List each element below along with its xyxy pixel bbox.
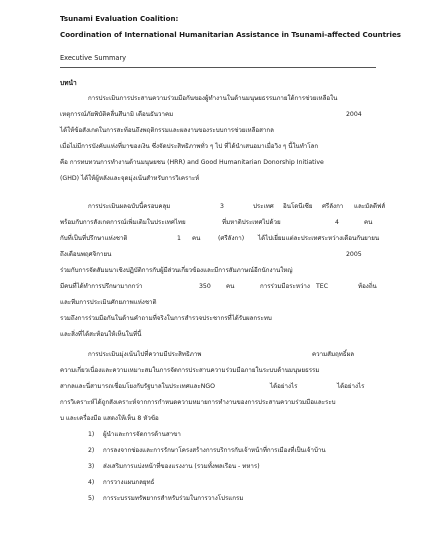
document-subtitle: Coordination of International Humanitarian Assistance in Tsunami-affected Countries [60,30,402,39]
para2-line-6-b: 350 [199,283,211,290]
para2-line-2-a: พร้อมกับการสังเกตการณ์เพิ่มเติมในประเทศไทย [60,219,186,226]
para3-line-2: ความเกี่ยวเนื่องและความเหมาะสมในการจัดการประสานความร่วมมือภายในระบบด้านมนุษยธรรม [60,367,320,374]
para2-line-2-c: 4 [335,219,339,226]
list-text: การลงจากช่องและการรักษาโครงสร้างการบริการกับเจ้าหน้าที่การเมืองที่เป็นเจ้าบ้าน [103,447,326,454]
para2-line-3-b: 1 [177,235,181,242]
para2-line-1-f: และมัลดีฟส์ [354,203,386,210]
para2-line-2-d: คน [364,219,373,226]
para3-line-3-a: สากลและนี่สามารถเชื่อมโยงกับรัฐบาลในประเทศและNGO [60,383,216,390]
para2-line-3-e: ได้ไปเยี่ยมแต่ละประเทศระหว่างเดือนกันยายน [258,235,380,242]
para2-line-3-a: กับที่เป็นที่ปรึกษาแห่งชาติ [60,235,128,242]
para2-line-2-b: ที่มหาดิประเทศไปด้วย [222,219,281,226]
para2-line-1-b: 3 [220,203,224,210]
para2-line-6-a: มีคนที่ได้ทำการปรึกษามากกว่า [60,283,143,290]
document-title: Tsunami Evaluation Coalition: [60,14,179,23]
para2-line-6-e: TEC [316,283,329,290]
para2-line-8: รวมถึงการร่วมมือกันในด้านคำถามที่จริงในการสำรวจประชากรที่ได้รับผลกระทบ [60,315,272,322]
list-number: 1) [88,431,95,438]
para3-line-3-c: ได้อย่างไร [337,383,365,390]
para2-line-4-year: 2005 [346,251,362,258]
divider [60,67,376,68]
list-number: 3) [88,463,95,470]
para1-line-2: เหตุการณ์ภัยพิบัติคลื่นสึนามิ เดือนธันวาคม [60,111,174,118]
para3-line-3-b: ได้อย่างไร [270,383,298,390]
para2-line-6-f: ท้องถิ่น [358,283,377,290]
section-label: Executive Summary [60,54,127,62]
para2-line-1-e: ศรีลังกา [322,203,344,210]
para2-line-5: ร่วมกับการจัดสัมมนาเชิงปฏิบัติการกับผู้มีส่วนเกี่ยวข้องและมีการสัมภาษณ์อีกนักงานใหญ่ [60,267,293,274]
para2-line-9: และสิ่งที่ได้สะท้อนให้เห็นในที่นี้ [60,331,142,338]
para3-line-5: บ และเครื่องมือ แสดงให้เห็น 8 หัวข้อ [60,415,159,422]
para3-line-4: การวิเคราะห์ได้ถูกสังเคราะห์จากการกำหนดความหมายการทำงานของการประสานความร่วมมือและระบ [60,399,336,406]
list-number: 2) [88,447,95,454]
para1-line-3: ได้ให้ข้อสังเกตในการสะท้อนถึงพฤติกรรมและผลงานของระบบการช่วยเหลือสากล [60,127,274,134]
para2-line-7: และทีมการประเมินศักยภาพแห่งชาติ [60,299,157,306]
para2-line-1-a: การประเมินผลฉบับนี้ครอบคลุม [88,203,171,210]
para3-line-1-b: ความสัมฤทธิ์ผล [312,351,355,358]
section-heading: บทนำ [60,79,77,87]
para2-line-3-d: (ศรีลังกา) [218,235,245,242]
para2-line-3-c: คน [192,235,201,242]
para1-line-1: การประเมินการประสานความร่วมมือกันของผู้ทำงานในด้านมนุษยธรรมภายใต้การช่วยเหลือใน [88,95,338,102]
para2-line-1-c: ประเทศ [253,203,274,210]
list-number: 5) [88,495,95,502]
para3-line-1-a: การประเมินมุ่งเน้นไปที่ความมีประสิทธิภาพ [88,351,202,358]
para1-line-6: (GHD) ได้ให้ผู้หลังและจุดมุ่งเน้นสำหรับการวิเคราะห์ [60,175,200,182]
para2-line-1-d: อินโดนีเซีย [283,203,313,210]
list-text: การระบรรมทรัพยากรสำหรับร่วมในการวางโปรแกรม [103,495,244,502]
para2-line-6-d: การร่วมมือระหว่าง [260,283,310,290]
para2-line-4-a: ถึงเดือนพฤศจิกายน [60,251,112,258]
list-text: ผู้นำและการจัดการด้านสาขา [103,431,181,438]
para2-line-6-c: คน [226,283,235,290]
para1-line-4: เมื่อไม่มีการบังคับแห่งที่มาของเงิน ซึ่งจัดประสิทธิภาพทั่ว ๆ ไป ที่ได้นำเสนอมาเมื่อวิง ๆ นี้ในทำโลก [60,143,319,150]
para1-line-5: คือ การทบทวนการทำงานด้านมนุษยชน (HRR) and Good Humanitarian Donorship Initiative [60,159,324,166]
list-number: 4) [88,479,95,486]
para1-line-2-year: 2004 [346,111,362,118]
list-text: การวางแผนกลยุทธ์ [103,479,155,486]
list-text: ส่งเสริมการแบ่งหน้าที่ของแรงงาน (รวมทั้งพลเรือน - ทหาร) [103,463,260,470]
